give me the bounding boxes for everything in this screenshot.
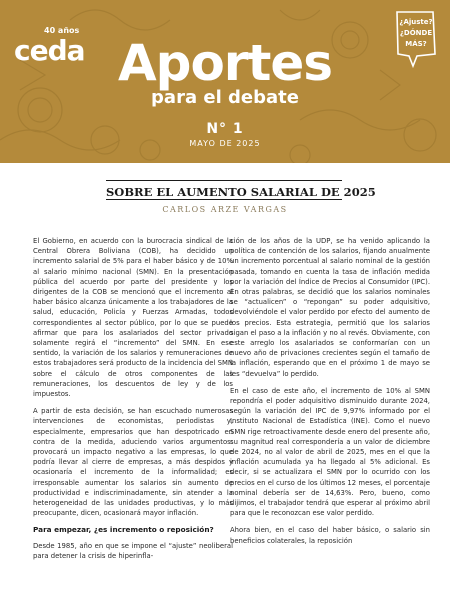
logo-name: ceda [14, 34, 85, 67]
publication-subtitle: para el debate [151, 87, 299, 108]
section-subheading: Para empezar, ¿es incremento o reposición? [33, 525, 214, 535]
issue-date: MAYO DE 2025 [189, 139, 261, 148]
header-banner [0, 0, 450, 163]
article-title: SOBRE EL AUMENTO SALARIAL DE 2025 [106, 185, 376, 199]
paragraph: El Gobierno, en acuerdo con la burocracia sindical de la Central Obrera Boliviana (COB), ha decidido un incremento salarial de 5% para el haber básico y de 10% al salario mínimo nacional (SMN). En la presentación pública del acuerdo por parte del presidente y los dirigentes de la COB se mencionó que el incremento al haber básico alcanza únicamente a los trabajadores de la salud, educación, Policía y Fuerzas Armadas, todos correspondientes al sector público, por lo que se puede afirmar que para los asalariados del sector privado solamente regirá el “incremento” del SMN. En ese sentido, la variación de los salarios y remuneraciones de estos trabajadores será producto de la incidencia del SMN sobre el cálculo de otros componentes de las remuneraciones, los descuentos de ley y de los impuestos. [33, 237, 233, 399]
publication-title: Aportes [117, 34, 333, 92]
logo-years: 40 años [44, 26, 80, 35]
paragraph: ción de los años de la UDP, se ha venido aplicando la política de contención de los salarios, fijando anualmente un incremento porcentual al salario nominal de la gestión pasada, tomando en cuenta la tasa de inflación medida por la variación del Índice de Precios al Consumidor (IPC). En otras palabras, se decidió que los salarios nominales se “actualicen” o “repongan” su poder adquisitivo, devolviéndole el valor perdido por efecto del aumento de los precios. Esta estrategia, permitió que los salarios sigan el paso a la inflación y no al revés. Obviamente, con este arreglo los asalariados se conformarían con un nuevo año de privaciones crecientes según el tamaño de la inflación, esperando que en el próximo 1 de mayo se les “devuelva” lo perdido. [230, 237, 430, 378]
paragraph: Ahora bien, en el caso del haber básico, o salario sin beneficios colaterales, la reposición [230, 526, 430, 545]
svg-text:MÁS?: MÁS? [405, 40, 427, 48]
svg-text:¿DÓNDE: ¿DÓNDE [399, 29, 433, 37]
svg-text:¿Ajuste?: ¿Ajuste? [399, 18, 433, 26]
article-author: CARLOS ARZE VARGAS [162, 205, 288, 214]
paragraph: Desde 1985, año en que se impone el “ajuste” neoliberal para detener la crisis de hiperinfla- [33, 541, 233, 560]
paragraph: A partir de esta decisión, se han escuchado numerosas intervenciones de economistas, periodistas y, especialmente, empresarios que han despotricado en contra de la medida, aduciendo varios argumentos: provocará un impacto negativo a las empresas, lo que podría llevar al cierre de empresas, a más despidos y ocasionaría el incremento de la informalidad; es irresponsable aumentar los salarios sin aumento de productividad e indiscriminadamente, sin atender a la heterogeneidad de las unidades productivas, y lo más preocupante, dicen, ocasionará mayor inflación. [33, 407, 233, 518]
issue-number: N° 1 [206, 121, 244, 137]
article-title-box [106, 180, 376, 200]
campaign-logo [393, 8, 439, 70]
right-column [230, 236, 430, 553]
paragraph: En el caso de este año, el incremento de 10% al SMN repondría el poder adquisitivo disminuido durante 2024, según la variación del IPC de 9,97% informado por el Instituto Nacional de Estadística (INE). Como el nuevo SMN rige retroactivamente desde enero del presente año, su magnitud real correspondería a un valor de diciembre de 2024, no al valor de abril de 2025, mes en el que la inflación acumulada ya ha llegado al 5% adicional. Es decir, si se actualizara el SMN por lo ocurrido con los precios en el curso de los últimos 12 meses, el porcentaje nominal debería ser de 14,63%. Pero, bueno, como dijimos, el trabajador tendrá que esperar al próximo abril para que le reconozcan ese valor perdido. [230, 386, 430, 518]
left-column [33, 236, 233, 568]
